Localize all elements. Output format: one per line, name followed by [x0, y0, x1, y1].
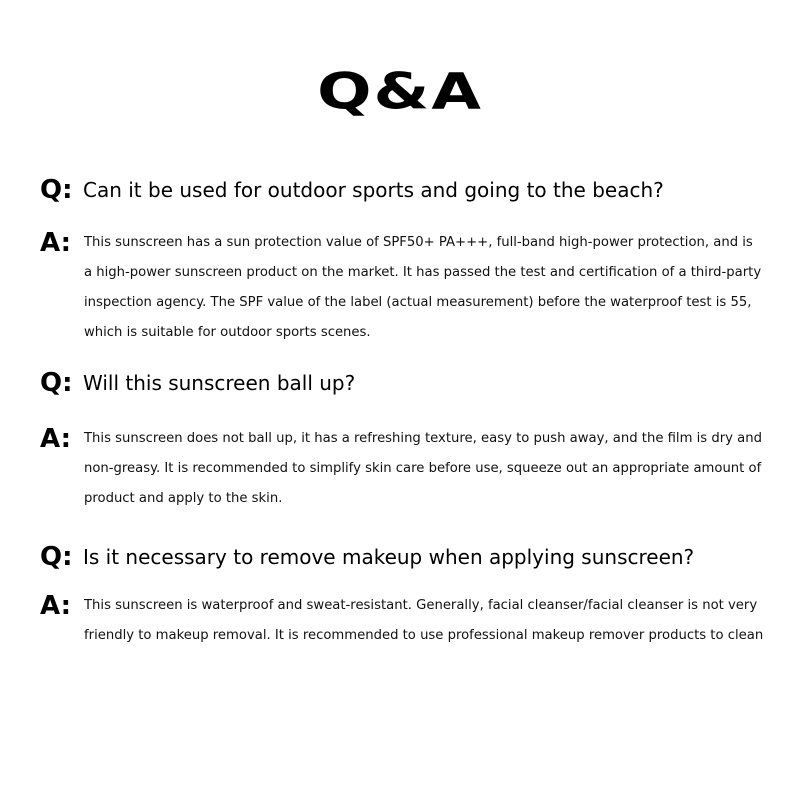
a-marker: A: — [40, 591, 72, 621]
q-marker: Q: — [40, 368, 73, 398]
answer-text: This sunscreen is waterproof and sweat-resistant. Generally, facial cleanser/facial cleanser is not very friendly to makeup removal. It is recommended to use professional makeup remover products to clean — [84, 598, 764, 643]
answer-text: This sunscreen does not ball up, it has a refreshing texture, easy to push away, and the film is dry and non-greasy. It is recommended to simplify skin care before use, squeeze out an appropriate amount of product and apply to the skin. — [84, 431, 762, 506]
q-marker: Q: — [40, 542, 73, 572]
answer-3 — [40, 591, 770, 681]
question-1 — [40, 175, 770, 205]
a-marker: A: — [40, 228, 72, 258]
question-2 — [40, 368, 770, 398]
answer-1 — [40, 228, 770, 348]
a-marker: A: — [40, 424, 72, 454]
question-text: Can it be used for outdoor sports and going to the beach? — [83, 178, 664, 202]
page-title: Q&A — [317, 63, 483, 121]
answer-text: This sunscreen has a sun protection value of SPF50+ PA+++, full-band high-power protection, and is a high-power sunscreen product on the market. It has passed the test and certification of a third-party inspection agency. The SPF value of the label (actual measurement) before the waterproof test is 55, which is suitable for outdoor sports scenes. — [84, 235, 762, 340]
question-text: Is it necessary to remove makeup when applying sunscreen? — [83, 545, 695, 569]
question-3 — [40, 542, 770, 572]
question-text: Will this sunscreen ball up? — [83, 371, 356, 395]
answer-2 — [40, 424, 770, 514]
q-marker: Q: — [40, 175, 73, 205]
